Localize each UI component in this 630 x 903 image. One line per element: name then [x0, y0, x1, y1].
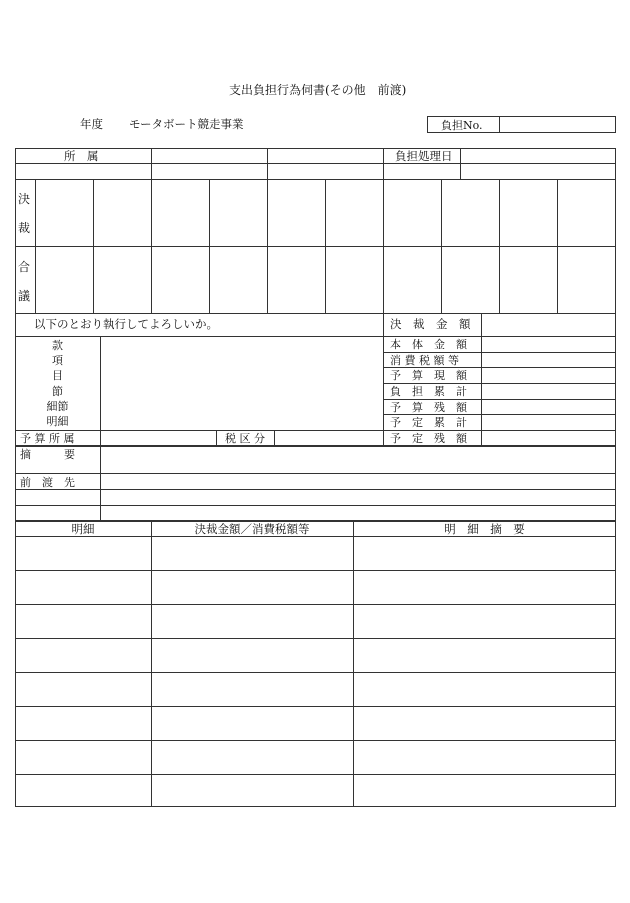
summary-label: 摘 要 — [20, 448, 75, 461]
amount-label-budget-remain: 予 算 残 額 — [390, 401, 467, 414]
year-label: 年度 — [80, 117, 103, 131]
gougi-label-1: 合 — [18, 260, 31, 274]
label-saisetsu: 細節 — [46, 400, 69, 413]
label-meisai: 明細 — [46, 415, 69, 428]
amount-label-budget: 予 算 現 額 — [390, 369, 467, 382]
kessai-label-1: 決 — [18, 192, 31, 206]
program-name: モータボート競走事業 — [129, 117, 244, 131]
kessai-label-2: 裁 — [18, 221, 31, 235]
detail-header-amount: 決裁金額／消費税額等 — [194, 522, 310, 536]
burden-no-label: 負担No. — [441, 119, 483, 132]
tax-class-label: 税 区 分 — [225, 432, 265, 445]
detail-table — [15, 521, 616, 807]
statement-text: 以下のとおり執行してよろしいか。 — [34, 317, 218, 331]
amount-label-burden-total: 負 担 累 計 — [390, 385, 467, 398]
gougi-label-2: 議 — [18, 289, 31, 303]
label-kou: 項 — [52, 354, 63, 367]
detail-header-summary: 明 細 摘 要 — [444, 522, 525, 536]
amount-label-planned-remain: 予 定 残 額 — [390, 432, 467, 445]
label-kan: 款 — [52, 339, 63, 352]
detail-header-detail: 明細 — [71, 522, 95, 536]
label-moku: 目 — [52, 369, 63, 382]
amount-label-main: 本 体 金 額 — [390, 338, 467, 351]
budget-office-label: 予 算 所 属 — [20, 432, 75, 445]
amount-label-planned-total: 予 定 累 計 — [390, 416, 467, 429]
process-date-label: 負担処理日 — [395, 149, 453, 163]
main-table — [15, 148, 616, 446]
amount-label-kessai: 決 裁 金 額 — [390, 317, 471, 331]
document-title: 支出負担行為伺書(その他 前渡) — [229, 83, 407, 97]
label-setsu: 節 — [52, 385, 63, 398]
amount-label-tax: 消 費 税 額 等 — [390, 354, 459, 367]
affiliation-label: 所 属 — [64, 149, 99, 163]
summary-block — [15, 446, 616, 521]
advance-label: 前 渡 先 — [20, 476, 75, 489]
